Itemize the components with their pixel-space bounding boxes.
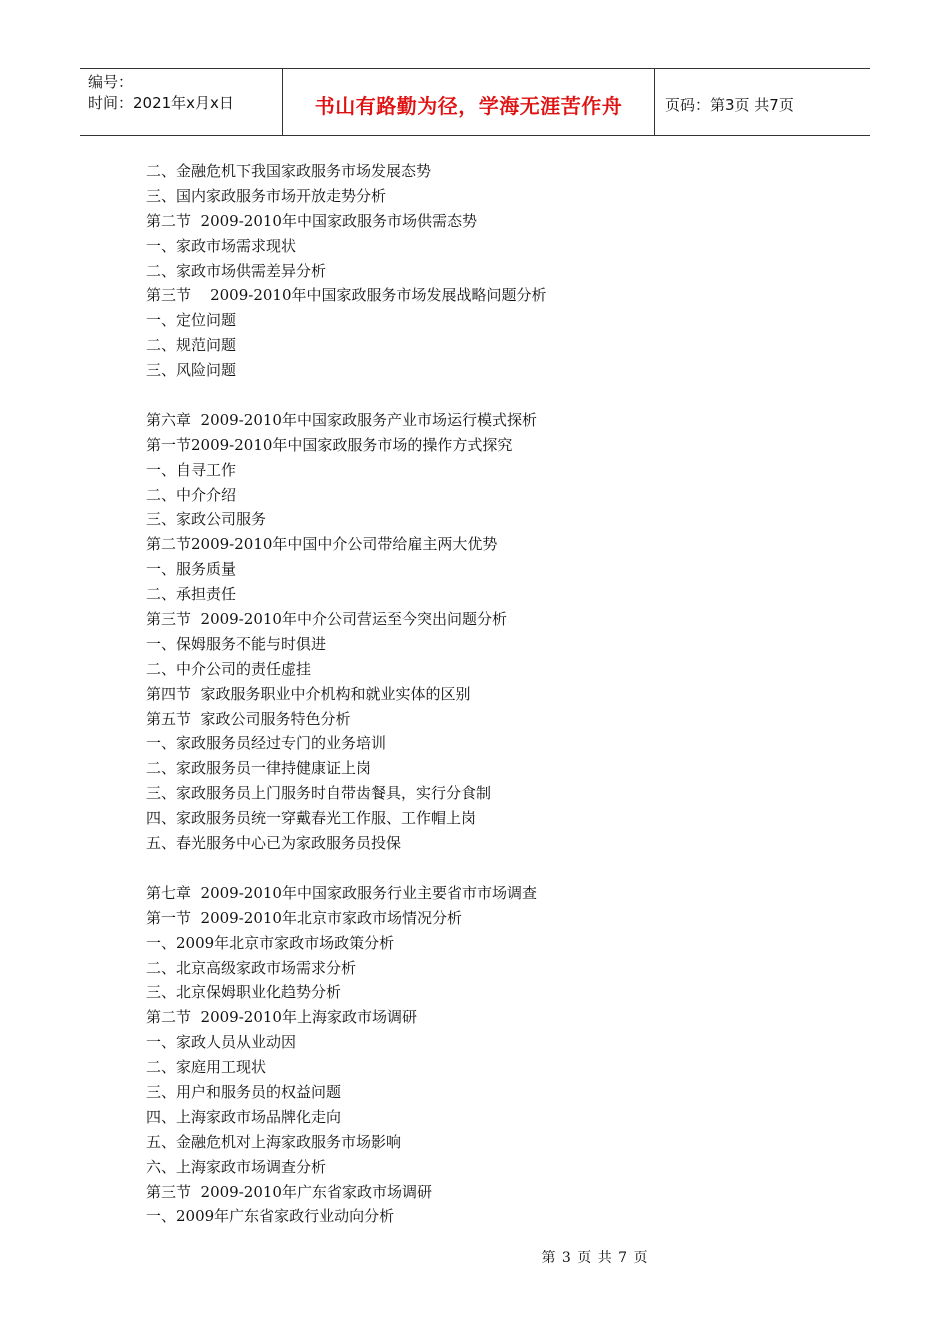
- toc-line: 三、北京保姆职业化趋势分析: [146, 983, 342, 1002]
- toc-line: 第一节 2009-2010年北京市家政市场情况分析: [146, 908, 462, 927]
- blank-line: [146, 383, 846, 408]
- toc-line: 一、2009年广东省家政行业动向分析: [146, 1207, 395, 1226]
- toc-line: 一、2009年北京市家政市场政策分析: [146, 933, 395, 952]
- toc-line: 二、金融危机下我国家政服务市场发展态势: [146, 162, 432, 180]
- time-label: 时间：2021年x月x日: [88, 94, 234, 112]
- toc-line: 二、家政服务员一律持健康证上岗: [146, 759, 372, 778]
- toc-line: 一、自寻工作: [146, 460, 237, 479]
- toc-line: 第二节 2009-2010年中国家政服务市场供需态势: [146, 211, 477, 230]
- toc-line: 第一节2009-2010年中国家政服务市场的操作方式探究: [146, 435, 513, 454]
- toc-line: 五、春光服务中心已为家政服务员投保: [146, 834, 402, 853]
- blank-line: [146, 856, 846, 881]
- toc-line: 三、用户和服务员的权益问题: [146, 1082, 342, 1101]
- header-page-info: 页码：第3页 共7页: [665, 95, 794, 114]
- page-header: [80, 68, 870, 136]
- toc-line: 五、金融危机对上海家政服务市场影响: [146, 1132, 402, 1151]
- toc-line: 二、规范问题: [146, 336, 237, 355]
- page-footer: 第 3 页 共 7 页: [541, 1250, 649, 1266]
- toc-line: 第七章 2009-2010年中国家政服务行业主要省市市场调查: [146, 883, 537, 902]
- serial-label: 编号：: [88, 73, 134, 91]
- toc-line: 三、风险问题: [146, 361, 237, 380]
- document-body: [146, 159, 846, 1229]
- toc-line: 第五节 家政公司服务特色分析: [146, 709, 351, 728]
- header-left-cell: [80, 69, 283, 135]
- toc-line: 一、家政人员从业动因: [146, 1033, 297, 1052]
- toc-line: 一、家政市场需求现状: [146, 236, 297, 255]
- toc-line: 第三节 2009-2010年中国家政服务市场发展战略问题分析: [146, 286, 547, 305]
- toc-line: 一、家政服务员经过专门的业务培训: [146, 734, 387, 753]
- toc-line: 第二节 2009-2010年上海家政市场调研: [146, 1008, 417, 1027]
- toc-line: 一、保姆服务不能与时俱进: [146, 634, 327, 653]
- toc-line: 一、服务质量: [146, 560, 237, 579]
- toc-line: 二、中介公司的责任虚挂: [146, 659, 312, 678]
- toc-line: 二、中介介绍: [146, 485, 237, 504]
- toc-line: 第四节 家政服务职业中介机构和就业实体的区别: [146, 684, 471, 703]
- toc-line: 三、家政服务员上门服务时自带齿餐具，实行分食制: [146, 784, 492, 803]
- toc-line: 二、承担责任: [146, 585, 237, 604]
- toc-line: 三、家政公司服务: [146, 510, 267, 529]
- toc-line: 三、国内家政服务市场开放走势分析: [146, 186, 387, 205]
- toc-line: 第六章 2009-2010年中国家政服务产业市场运行模式探析: [146, 410, 537, 429]
- toc-line: 四、上海家政市场品牌化走向: [146, 1107, 342, 1126]
- toc-line: 第三节 2009-2010年中介公司营运至今突出问题分析: [146, 610, 507, 629]
- header-motto: 书山有路勤为径，学海无涯苦作舟: [283, 69, 655, 135]
- toc-line: 四、家政服务员统一穿戴春光工作服、工作帽上岗: [146, 809, 477, 828]
- toc-line: 六、上海家政市场调查分析: [146, 1157, 327, 1176]
- toc-line: 一、定位问题: [146, 311, 237, 330]
- toc-line: 二、北京高级家政市场需求分析: [146, 958, 357, 977]
- toc-line: 二、家政市场供需差异分析: [146, 261, 327, 280]
- toc-line: 第三节 2009-2010年广东省家政市场调研: [146, 1182, 432, 1201]
- toc-line: 二、家庭用工现状: [146, 1058, 267, 1077]
- toc-line: 第二节2009-2010年中国中介公司带给雇主两大优势: [146, 535, 498, 554]
